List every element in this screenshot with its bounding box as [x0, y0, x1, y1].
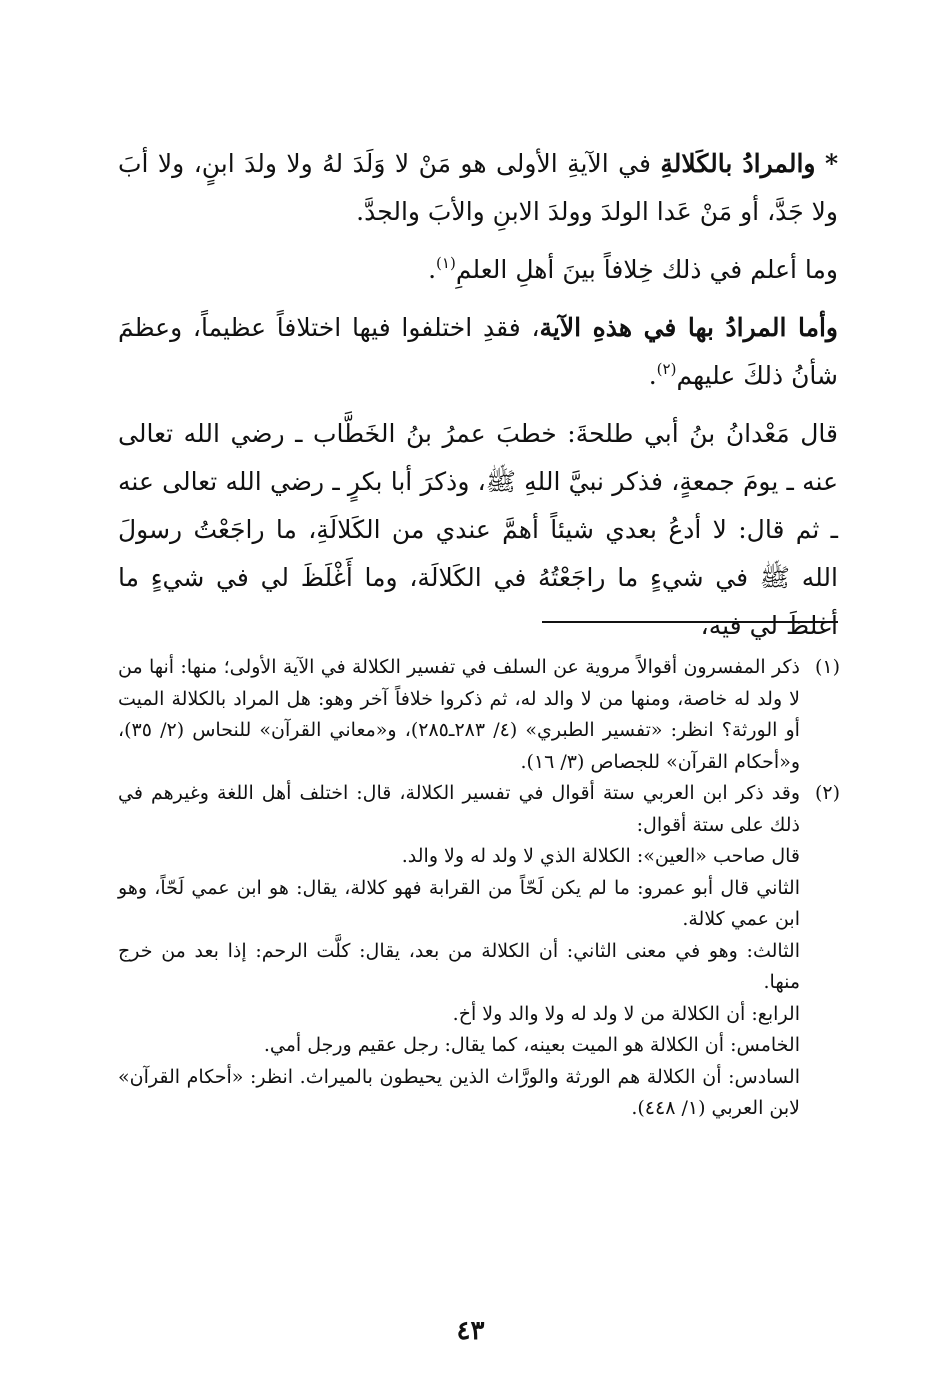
bold-phrase: وأما المرادُ بها في هذهِ الآية [539, 313, 838, 342]
footnote-separator [542, 621, 838, 623]
paragraph-text: وما أعلم في ذلك خِلافاً بينَ أهلِ العلمِ [455, 255, 838, 284]
main-text [118, 140, 838, 660]
period: . [648, 361, 657, 390]
footnote-line: الخامس: أن الكلالة هو الميت بعينه، كما يقال: رجل عقيم ورجل أمي. [263, 1034, 800, 1056]
footnote-line: الثاني قال أبو عمرو: ما لم يكن لَحّاً من القرابة فهو كلالة، يقال: هو ابن عمي لَحّاً، وهو ابن عمي كلالة. [118, 876, 800, 930]
footnotes [118, 652, 840, 1125]
page-number: ٤٣ [456, 1316, 485, 1346]
footnote-line: الثالث: وهو في معنى الثاني: أن الكلالة من بعد، يقال: كلَّت الرحم: إذا بعد من خرج منها. [118, 939, 800, 993]
footnote-line: قال صاحب «العين»: الكلالة الذي لا ولد له ولا والد. [401, 845, 800, 867]
paragraph-1 [118, 140, 838, 236]
asterisk-marker: * [824, 149, 839, 178]
paragraph-text: قال مَعْدانُ بنُ أبي طلحةَ: خطبَ عمرُ بنُ الخَطَّاب ـ رضي الله تعالى عنه ـ يومَ جمعةٍ، فذكر نبيَّ اللهِ ﷺ، وذكرَ أبا بكرٍ ـ رضي الله تعالى عنه ـ ثم قال: لا أدعُ بعدي شيئاً أهمَّ عندي من الكَلالَةِ، ما راجَعْتُ رسولَ الله ﷺ في شيءٍ ما راجَعْتُهُ في الكَلالَة، وما أَغْلَظَ لي في شيءٍ ما أغلظَ لي فيه، [118, 419, 838, 640]
bold-phrase: والمرادُ بالكَلالةِ [660, 149, 816, 178]
footnote-2 [118, 778, 840, 1125]
paragraph-3 [118, 304, 838, 400]
footnote-ref-1[interactable]: (١) [436, 254, 456, 272]
footnote-line: ذكر المفسرون أقوالاً مروية عن السلف في تفسير الكلالة في الآية الأولى؛ منها: أنها من لا ولد له خاصة، ومنها من لا والد له، ثم ذكروا خلافاً آخر وهو: هل المراد بالكلالة الميت أو الورثة؟ انظر: «تفسير الطبري» (٤/ ٢٨٣ـ٢٨٥)، و«معاني القرآن» للنحاس (٢/ ٣٥)، و«أحكام القرآن» للجصاص (٣/ ١٦). [118, 656, 800, 773]
period: . [428, 255, 437, 284]
paragraph-4 [118, 410, 838, 650]
footnote-line: الرابع: أن الكلالة من لا ولد له ولا والد ولا أخ. [452, 1002, 800, 1025]
paragraph-text: ، فقدِ اختلفوا فيها اختلافاً عظيماً، وعظمَ شأنُ ذلكَ عليهم [118, 313, 838, 390]
footnote-1 [118, 652, 840, 778]
footnote-ref-2[interactable]: (٢) [656, 360, 677, 378]
footnote-number: (١) [814, 656, 840, 678]
paragraph-text: في الآيةِ الأولى هو مَنْ لا وَلَدَ لهُ ولا ولدَ ابنٍ، ولا أبَ ولا جَدَّ، أو مَنْ عَدا الولدَ وولدَ الابنِ والأبَ والجدَّ. [118, 149, 838, 226]
footnote-line: وقد ذكر ابن العربي ستة أقوال في تفسير الكلالة، قال: اختلف أهل اللغة وغيرهم في ذلك على ستة أقوال: [118, 782, 800, 836]
paragraph-2 [118, 246, 838, 294]
footnote-line: السادس: أن الكلالة هم الورثة والورَّاث الذين يحيطون بالميراث. انظر: «أحكام القرآن» لابن العربي (١/ ٤٤٨). [118, 1065, 800, 1119]
footnote-number: (٢) [814, 782, 840, 804]
